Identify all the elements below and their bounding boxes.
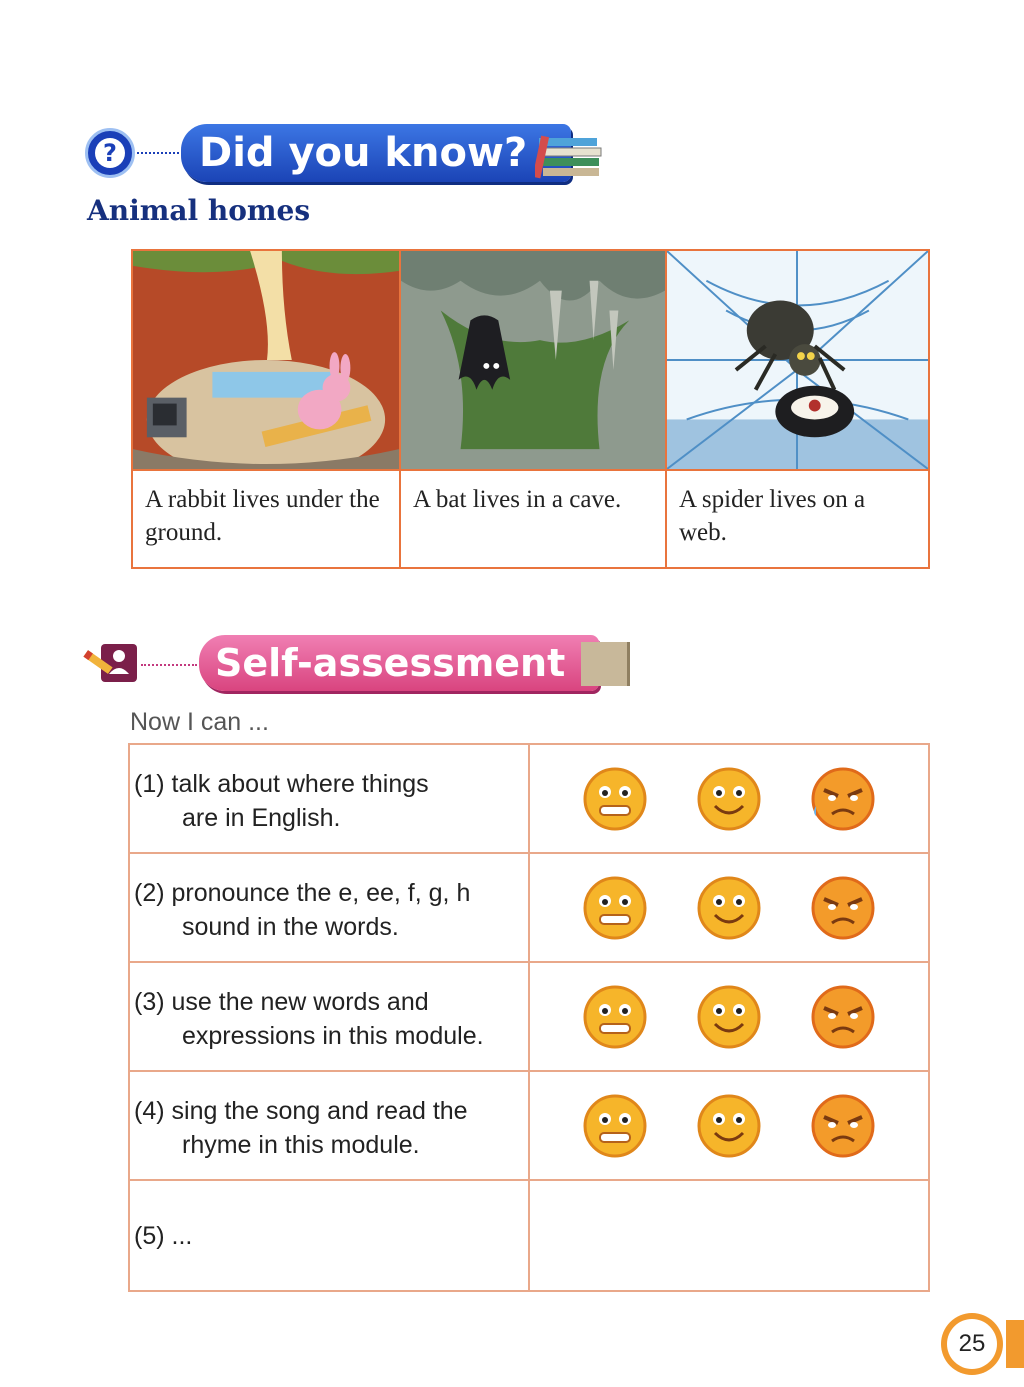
bat-caption: A bat lives in a cave.	[401, 471, 667, 567]
assessment-row	[130, 963, 928, 1072]
angry-face-icon[interactable]	[810, 766, 876, 832]
assessment-statement	[130, 963, 530, 1070]
bat-cave-illustration	[401, 251, 667, 471]
smiling-face-icon[interactable]	[696, 875, 762, 941]
row-number: (2)	[134, 879, 165, 907]
page-number: 25	[947, 1319, 997, 1369]
spider-caption: A spider lives on a web.	[679, 486, 866, 546]
corner-tab	[1006, 1320, 1024, 1368]
assessment-row	[130, 1072, 928, 1181]
row-line1: pronounce the e, ee, f, g, h	[171, 879, 471, 907]
row-number: (5)	[134, 1222, 165, 1250]
face-options	[530, 1072, 928, 1179]
page-number-badge	[941, 1313, 1003, 1375]
pencil-person-icon	[83, 640, 139, 684]
row-line1: use the new words and	[171, 988, 429, 1016]
row-number: (1)	[134, 770, 165, 798]
row-line2: rhyme in this module.	[182, 1131, 420, 1159]
did-you-know-header	[85, 122, 615, 186]
question-icon: ?	[85, 128, 135, 178]
row-number: (3)	[134, 988, 165, 1016]
face-options	[530, 963, 928, 1070]
angry-face-icon[interactable]	[810, 984, 876, 1050]
self-assessment-title: Self-assessment	[199, 635, 599, 691]
rabbit-burrow-illustration	[133, 251, 401, 471]
face-options	[530, 854, 928, 961]
face-options-empty	[530, 1181, 928, 1290]
spider-web-illustration	[667, 251, 928, 471]
animal-homes-heading: Animal homes	[87, 194, 311, 227]
dotted-connector	[141, 664, 197, 666]
self-assessment-table	[128, 743, 930, 1292]
assessment-row	[130, 854, 928, 963]
did-you-know-title: Did you know?	[181, 124, 571, 182]
assessment-statement	[130, 1072, 530, 1179]
row-line1: talk about where things	[171, 770, 429, 798]
smiling-face-icon[interactable]	[696, 1093, 762, 1159]
row-line1: ...	[171, 1222, 193, 1250]
animal-homes-table	[131, 249, 930, 569]
grinning-face-icon[interactable]	[582, 875, 648, 941]
grinning-face-icon[interactable]	[582, 984, 648, 1050]
assessment-statement	[130, 1181, 530, 1290]
assessment-row	[130, 1181, 928, 1290]
angry-face-icon[interactable]	[810, 1093, 876, 1159]
row-line1: sing the song and read the	[171, 1097, 468, 1125]
grinning-face-icon[interactable]	[582, 766, 648, 832]
row-line2: expressions in this module.	[182, 1022, 484, 1050]
smiling-face-icon[interactable]	[696, 984, 762, 1050]
self-assessment-header	[83, 632, 643, 698]
books-icon	[535, 132, 605, 180]
now-i-can-label: Now I can ...	[130, 708, 269, 736]
row-line2: sound in the words.	[182, 913, 399, 941]
assessment-statement	[130, 745, 530, 852]
assessment-row	[130, 745, 928, 854]
assessment-statement	[130, 854, 530, 961]
scroll-decoration	[581, 642, 630, 686]
face-options	[530, 745, 928, 852]
smiling-face-icon[interactable]	[696, 766, 762, 832]
row-number: (4)	[134, 1097, 165, 1125]
row-line2: are in English.	[182, 804, 341, 832]
rabbit-caption: A rabbit lives under the ground.	[133, 471, 401, 567]
angry-face-icon[interactable]	[810, 875, 876, 941]
grinning-face-icon[interactable]	[582, 1093, 648, 1159]
dotted-connector	[137, 152, 179, 154]
